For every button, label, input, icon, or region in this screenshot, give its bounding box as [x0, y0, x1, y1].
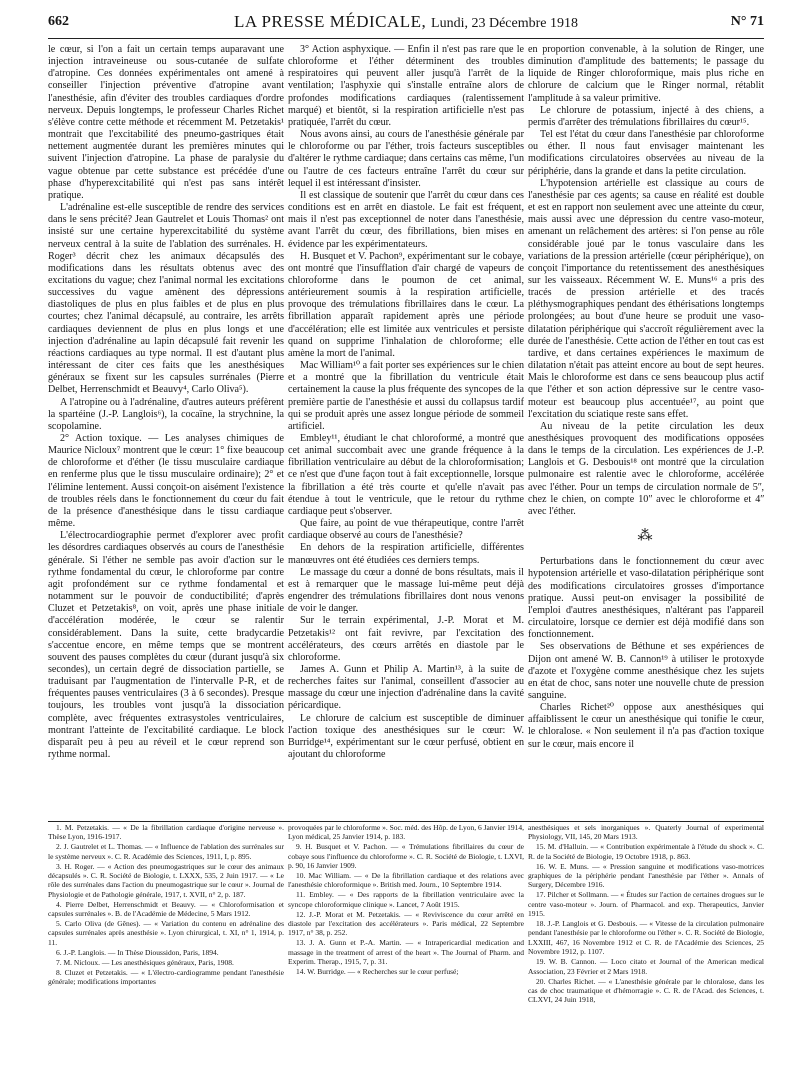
paragraph: Charles Richet²⁰ oppose aux anesthésiques qui affaiblissent le cœur un anesthésique qui tonifie le cœur, le chloralose. « Non seulement il n'a pas d'action toxique sur le cœur, mais encore il	[528, 702, 764, 750]
header-rule	[48, 38, 764, 39]
paragraph: le cœur, si l'on a fait un certain temps auparavant une injection intraveineuse ou sous-cutanée de sulfate d'atropine. Ces données expérimentales ont amené à conseiller l'injection préventive d'atropine avant l'anesthésie, afin d'éviter des troubles cardiaques d'ordre nerveux. Depuis longtemps, le professeur Charles Richet s'élève contre cette méthode et récemment M. Petzetakis¹ montrait que l'excitabilité des pneumo-gastriques était nettement augmentée durant les premières minutes qui suivent l'injection d'atropine. La phase de paralysie du vague obtenue par cette substance est précédée d'une phase d'hyperexcitabilité qui n'est pas sans intérêt pratique.	[48, 44, 284, 201]
paragraph: en proportion convenable, à la solution de Ringer, une diminution d'amplitude des battements; le passage du liquide de Ringer chloroformique, mais plus riche en chlorure de calcium que le Ringer normal, rétablit l'amplitude à sa valeur primitive.	[528, 44, 764, 104]
paragraph: A l'atropine ou à l'adrénaline, d'autres auteurs préfèrent la spartéine (J.-P. Langlois⁶), la cocaïne, la strychnine, la scopolamine.	[48, 396, 284, 432]
paragraph: 3° Action asphyxique. — Enfin il n'est pas rare que le chloroforme et l'éther déterminent des troubles respiratoires qui peuvent aller jusqu'à l'arrêt de la ventilation; l'asphyxie qui s'installe entraîne alors de profondes modifications cardiaques (ralentissement marqué) et bientôt, si la respiration artificielle n'est pas pratiquée, l'arrêt du cœur.	[288, 44, 524, 128]
footnote: 7. M. Nicloux. — Les anesthésiques généraux, Paris, 1908.	[56, 957, 234, 967]
paragraph: Ses observations de Béthune et ses expériences de Dijon ont amené W. B. Cannon¹⁹ à utiliser le protoxyde d'azote et l'oxygène comme anesthésique chez les sujets en état de choc, sans noter une nouvelle chute de pression sanguine.	[528, 641, 764, 701]
section-separator: ⁂	[637, 528, 655, 545]
paragraph: Sur le terrain expérimental, J.-P. Morat et M. Petzetakis¹² ont fait revivre, par l'excitation des accélérateurs, des cœurs arrêtés en diastole par le chloroforme.	[288, 615, 524, 663]
footnote: 4. Pierre Delbet, Herrenschmidt et Beauvy. — « Chloroformisation et capsules surrénales ». B. de l'Académie de Médecine, 5 Mars 1912.	[48, 899, 284, 919]
page-number: 662	[48, 14, 69, 29]
paragraph: Le massage du cœur a donné de bons résultats, mais il est à remarquer que le massage lui-même peut déjà engendrer des trémulations fibrillaires dont nous venons de voir le danger.	[288, 566, 524, 615]
footnote: provoquées par le chloroforme ». Soc. méd. des Hôp. de Lyon, 6 Janvier 1914, Lyon médical, 25 Janvier 1914, p. 183.	[288, 823, 524, 842]
paragraph: Mac William¹⁰ a fait porter ses expériences sur le chien et a montré que la fibrillation du ventricule était certainement la cause la plus fréquente des syncopes de la première partie de l'anesthésie et aussi du collapsus tardif qui se produit après une assez longue période de sommeil artificiel.	[288, 360, 524, 432]
footnotes-column-1	[48, 823, 284, 1078]
paragraph: Nous avons ainsi, au cours de l'anesthésie générale par le chloroforme ou par l'éther, trois facteurs susceptibles d'altérer le rythme cardiaque; dans certains cas même, l'un ou l'autre de ces facteurs entraîne l'arrêt du cœur sur lequel il est intéressant d'insister.	[288, 129, 524, 189]
text-column-3	[528, 44, 764, 820]
footnote: 8. Cluzet et Petzetakis. — « L'électro-cardiogramme pendant l'anesthésie générale; modifications importantes	[48, 967, 284, 986]
footnote: 17. Pilcher et Sollmann. — « Études sur l'action de certaines drogues sur le centre vaso-moteur ». Journ. of Pharmacol. and exp. Therapeutics, Janvier 1915.	[528, 890, 764, 919]
paragraph: Perturbations dans le fonctionnement du cœur avec hypotension artérielle et vaso-dilatation périphérique sont des modifications circulatoires grosses d'importance pratique. Aussi peut-on envisager la possibilité de l'emploi d'autres anesthésiques, n'altérant pas l'appareil circulatoire, lorsque ce dernier est déjà modifié dans son fonctionnement.	[528, 556, 764, 641]
footnote: 13. J. A. Gunn et P.-A. Martin. — « Intrapericardial medication and massage in the treatment of arrest of the heart ». The Journal of Pharm. and Experim. Therap., 1915, 7, p. 31.	[288, 938, 524, 967]
paragraph: En dehors de la respiration artificielle, différentes manœuvres ont été étudiées ces derniers temps.	[288, 542, 524, 566]
paragraph: L'hypotension artérielle est classique au cours de l'anesthésie par ces agents; sa cause en réalité est double et est en rapport non seulement avec une atteinte du cœur, mais aussi avec une dépression du centre vaso-moteur, amenant un relâchement des artères: si l'on pense au rôle considérable joué par le tonus vasculaire dans les variations de la pression artérielle (cœur périphérique), on conçoit l'importance du retentissement des anesthésiques sur les vaisseaux. Récemment W. E. Muns¹⁶ a pris des tracés de pression artérielle et des tracés pléthysmographiques pendant des éthérisations longtemps prolongées; au bout d'une heure se produit une vaso-dilatation périphérique qui s'accroît régulièrement avec la durée de l'anesthésie. Cette action de l'éther en tout cas est tardive, et dans certaines expériences le maximum de dilatation n'était pas atteint encore au bout de sept heures. Mais le chloroforme est dans ce sens beaucoup plus actif que l'éther et son action dépressive sur le centre vaso-moteur est beaucoup plus accentuée¹⁷, au point que l'excitation du sciatique reste sans effet.	[528, 177, 764, 420]
footnote: 5. Carlo Oliva (de Gênes). — « Variation du contenu en adrénaline des capsules surrénales après anesthésie ». Lyon chirurgical, t. XI, n° 1, 1914, p. 11.	[48, 919, 284, 947]
footnote: 14. W. Burridge. — « Recherches sur le cœur perfusé;	[296, 967, 459, 977]
footnotes-column-2	[288, 823, 524, 1078]
paragraph: Le chlorure de potassium, injecté à des chiens, a permis d'arrêter des trémulations fibrillaires du cœur¹⁵.	[528, 104, 764, 128]
paragraph: James A. Gunn et Philip A. Martin¹³, à la suite de recherches faites sur l'animal, conseillent d'associer au massage du cœur une injection d'adrénaline dans la cavité péricardique.	[288, 663, 524, 712]
footnote: 3. H. Roger. — « Action des pneumogastriques sur le cœur des animaux décapsulés ». C. R. Société de Biologie, t. LXXX, 535, 2 Juin 1917. — « Le rôle des surrénales dans l'action du pneumogastrique sur le cœur ». Journal de Physiologie et de Pathologie générale, 1917, t. XVII, n° 2, p. 187.	[48, 861, 284, 899]
footnote: 9. H. Busquet et V. Pachon. — « Trémulations fibrillaires du cœur de cobaye sous l'influence du chloroforme ». C. R. Société de Biologie, t. LXVI, p. 90, 16 Janvier 1909.	[288, 842, 524, 871]
journal-name: LA PRESSE MÉDICALE,	[234, 12, 427, 31]
footnote: 15. M. d'Halluin. — « Contribution expérimentale à l'étude du shock ». C. R. de la Société de Biologie, 19 Octobre 1918, p. 863.	[528, 842, 764, 861]
paragraph: H. Busquet et V. Pachon⁹, expérimentant sur le cobaye, ont montré que l'insufflation d'air chargé de vapeurs de chloroforme dans le poumon de cet animal, antérieurement soumis à la respiration artificielle, provoque des trémulations fibrillaires dans le cœur. La fibrillation apparaît rapidement après une période d'accélération; elle est limitée aux ventricules et persiste quand on supprime l'inhalation de chloroforme; elle amène la mort de l'animal.	[288, 250, 524, 359]
footnote: 10. Mac William. — « De la fibrillation cardiaque et des relations avec l'anesthésie chloroformique ». British med. Journ., 10 Septembre 1914.	[288, 871, 524, 890]
paragraph: Que faire, au point de vue thérapeutique, contre l'arrêt cardiaque observé au cours de l'anesthésie?	[288, 518, 524, 542]
footnote: 1. M. Petzetakis. — « De la fibrillation cardiaque d'origine nerveuse ». Thèse Lyon, 1916-1917.	[48, 823, 284, 842]
paragraph: 2° Action toxique. — Les analyses chimiques de Maurice Nicloux⁷ montrent que le cœur: 1° fixe beaucoup de chloroforme et d'éther (le tissu musculaire cardiaque en renferme plus que le tissu musculaire ordinaire); 2° et l'élimine lentement. Aussi conçoit-on aisément l'existence de troubles réels dans le fonctionnement du cœur du fait de la présence d'anesthésique dans le tissu cardiaque même.	[48, 433, 284, 530]
paragraph: Tel est l'état du cœur dans l'anesthésie par chloroforme ou éther. Il nous faut envisager maintenant les modifications circulatoires observées au niveau de la périphérie, dans la grande et dans la petite circulation.	[528, 129, 764, 177]
footnote: 11. Embley. — « Des rapports de la fibrillation ventriculaire avec la syncope chloroformique clinique ». Lancet, 7 Août 1915.	[288, 890, 524, 909]
issue-date: Lundi, 23 Décembre 1918	[431, 16, 578, 31]
paragraph: L'électrocardiographie permet d'explorer avec profit les désordres cardiaques observés au cours de l'anesthésie générale. Si l'éther ne semble pas avoir d'action sur le rythme fondamental du cœur, le chloroforme par contre agit profondément sur ce rythme fondamental et notamment sur le pouvoir de conductibilité; d'après Cluzet et Petzetakis⁸, on voit, après une phase initiale d'accélération modérée, le cœur se ralentir considérablement. Dans la suite, cette bradycardie s'accentue encore, en même temps que se montrent souvent des pauses complètes du cœur (durant jusqu'à six secondes), un certain degré de dissociation partielle, se traduisant par l'augmentation de l'intervalle P-R, et de fréquentes pauses ventriculaires (3 à 6 secondes). Presque toujours, les troubles vont jusqu'à la dissociation complète, avec fréquentes extrasystoles ventriculaires, montrant l'atteinte de l'excitabilité cardiaque. Le block disparaît peu à peu au réveil et le cœur reprend son rythme normal.	[48, 530, 284, 761]
footnotes-column-3	[528, 823, 764, 1078]
footnote: 2. J. Gautrelet et L. Thomas. — « Influence de l'ablation des surrénales sur le système nerveux ». C. R. Académie des Sciences, 1911, I, p. 895.	[48, 842, 284, 861]
footnote: 20. Charles Richet. — « L'anesthésie générale par le chloralose, dans les cas de choc traumatique et d'hémorragie ». C. R. de l'Acad. des Sciences, t. CLXVI, 24 Juin 1918,	[528, 976, 764, 1005]
footnote: 6. J.-P. Langlois. — In Thèse Dioussidon, Paris, 1894.	[56, 947, 219, 957]
paragraph: L'adrénaline est-elle susceptible de rendre des services dans le sens précité? Jean Gautrelet et Louis Thomas² ont insisté sur une certaine hyperexcitabilité du système nerveux central à la suite de l'ablation des surrénales. H. Roger³ décrit chez les animaux décapsulés des modifications dans les résultats obtenus avec des excitations du vague; chez l'animal normal les excitations successives du vague amènent des dépressions diastoliques de plus en plus faibles et de plus en plus courtes; chez l'animal décapsulé, au contraire, les arrêts cardiaques deviennent de plus en plus longs et une injection d'adrénaline au lapin décapsulé fait revenir les réactions cardiaques au type normal. Il est d'autant plus intéressant de citer ces faits que les anesthésiques généraux se fixent sur les capsules surrénales (Pierre Delbet, Herrenschmidt et Beauvy⁴, Carlo Oliva⁵).	[48, 202, 284, 396]
footnote: 12. J.-P. Morat et M. Petzetakis. — « Reviviscence du cœur arrêté en diastole par l'excitation des accélérateurs ». Paris médical, 22 Septembre 1917, n° 38, p. 252.	[288, 909, 524, 938]
footnote: 18. J.-P. Langlois et G. Desbouis. — « Vitesse de la circulation pulmonaire pendant l'anesthésie par le chloroforme ou l'éther ». C. R. Société de Biologie, LXXIII, 467, 16 Novembre 1912 et C. R. de l'Académie des Sciences, 25 Novembre 1912, p. 1107.	[528, 919, 764, 957]
page-header	[48, 12, 764, 34]
text-column-2	[288, 44, 524, 820]
footnote: anesthésiques et sels inorganiques ». Quaterly Journal of experimental Physiology, VII, 145, 20 Mars 1913.	[528, 823, 764, 842]
paragraph: Le chlorure de calcium est susceptible de diminuer l'action toxique des anesthésiques sur le cœur: W. Burridge¹⁴, expérimentant sur le cœur perfusé, obtient en ajoutant du chloroforme	[288, 712, 524, 761]
journal-title	[48, 12, 764, 32]
issue-number: N° 71	[730, 14, 764, 29]
paragraph: Embley¹¹, étudiant le chat chloroformé, a montré que cet animal succombait avec une grande fréquence à la fibrillation ventriculaire au début de la chloroformisation; ce n'est que d'une façon tout à fait exceptionnelle, lorsque la fibrillation a été très courte et qu'elle n'avait pas étendue à tout le ventricule, que le retour du rythme cardiaque peut s'observer.	[288, 433, 524, 517]
text-column-1	[48, 44, 284, 820]
footnote-rule	[48, 821, 764, 822]
footnote: 19. W. B. Cannon. — Loco citato et Journal of the American medical Association, 23 Février et 2 Mars 1918.	[528, 957, 764, 976]
paragraph: Il est classique de soutenir que l'arrêt du cœur dans ces conditions est en arrêt en diastole. Le fait est fréquent, mais il n'est pas exceptionnel de noter dans l'anesthésie, avant l'arrêt du cœur, des fibrillations, bien mises en évidence par les expérimentateurs.	[288, 189, 524, 250]
footnote: 16. W. E. Muns. — « Pression sanguine et modifications vaso-motrices graphiques de la périphérie pendant l'anesthésie par l'éther ». Annals of Surgery, Décembre 1916.	[528, 861, 764, 890]
paragraph: Au niveau de la petite circulation les deux anesthésiques provoquent des modifications opposées dans le temps de la circulation. Les expériences de J.-P. Langlois et G. Desbouis¹⁸ ont montré que la circulation pulmonaire est ralentie avec le chloroforme, accélérée avec l'éther. Pour un temps de circulation normale de 5ʺ, chez le chien, on compte 10ʺ avec le chloroforme et 4ʺ avec l'éther.	[528, 420, 764, 517]
